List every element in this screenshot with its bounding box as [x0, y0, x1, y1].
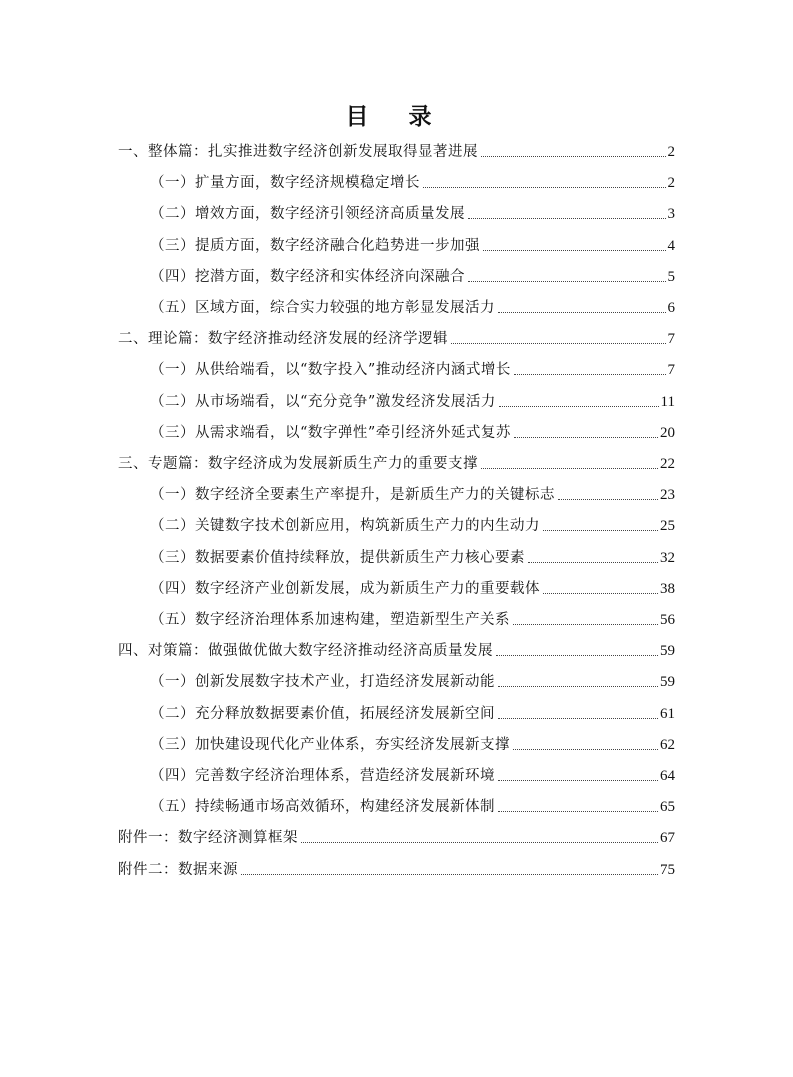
- toc-entry-title: 一、整体篇：扎实推进数字经济创新发展取得显著进展: [118, 144, 478, 160]
- toc-entry-title: （五）数字经济治理体系加速构建，塑造新型生产关系: [150, 612, 510, 628]
- toc-dot-leader: [451, 343, 666, 344]
- toc-entry-title: （三）提质方面，数字经济融合化趋势进一步加强: [150, 237, 480, 254]
- toc-dot-leader: [481, 156, 666, 157]
- toc-section-entry[interactable]: [150, 668, 675, 692]
- toc-entry-title: （二）关键数字技术创新应用，构筑新质生产力的内生动力: [150, 518, 540, 535]
- toc-dot-leader: [241, 874, 658, 875]
- toc-dot-leader: [499, 406, 659, 407]
- toc-section-entry[interactable]: [150, 512, 675, 536]
- toc-section-entry[interactable]: [150, 700, 675, 724]
- toc-dot-leader: [558, 499, 658, 500]
- toc-section-entry[interactable]: [150, 481, 675, 505]
- toc-dot-leader: [483, 250, 666, 251]
- toc-dot-leader: [498, 780, 658, 781]
- toc-dot-leader: [498, 686, 658, 687]
- toc-entry-title: （一）从供给端看，以“数字投入”推动经济内涵式增长: [150, 362, 511, 379]
- toc-page-number: 6: [667, 300, 675, 316]
- toc-entry-title: 附件一：数字经济测算框架: [118, 830, 298, 847]
- toc-dot-leader: [498, 811, 658, 812]
- toc-section-entry[interactable]: [150, 263, 675, 287]
- toc-dot-leader: [513, 749, 658, 750]
- toc-entry-title: （五）区域方面，综合实力较强的地方彰显发展活力: [150, 300, 495, 316]
- toc-page-number: 59: [660, 643, 675, 660]
- toc-entry-title: （二）从市场端看，以“充分竞争”激发经济发展活力: [150, 393, 496, 410]
- toc-entry-title: （一）扩量方面，数字经济规模稳定增长: [150, 175, 420, 192]
- toc-entry-title: 四、对策篇：做强做优做大数字经济推动经济高质量发展: [118, 643, 493, 660]
- toc-chapter-entry[interactable]: [118, 637, 675, 661]
- toc-section-entry[interactable]: [150, 793, 675, 817]
- toc-page-number: 64: [660, 768, 675, 784]
- toc-entry-title: （二）增效方面，数字经济引领经济高质量发展: [150, 206, 465, 223]
- toc-entry-title: （三）加快建设现代化产业体系，夯实经济发展新支撑: [150, 736, 510, 753]
- toc-chapter-entry[interactable]: [118, 325, 675, 349]
- toc-dot-leader: [513, 624, 658, 625]
- toc-page-number: 2: [667, 144, 675, 160]
- toc-section-entry[interactable]: [150, 169, 675, 193]
- toc-chapter-entry[interactable]: [118, 856, 675, 880]
- toc-section-entry[interactable]: [150, 731, 675, 755]
- toc-page-number: 65: [660, 799, 675, 816]
- toc-entry-title: （一）数字经济全要素生产率提升，是新质生产力的关键标志: [150, 487, 555, 504]
- toc-page-number: 7: [667, 362, 675, 379]
- toc-entry-title: （一）创新发展数字技术产业，打造经济发展新动能: [150, 674, 495, 691]
- toc-entry-title: （二）充分释放数据要素价值，拓展经济发展新空间: [150, 705, 495, 722]
- toc-entry-title: 三、专题篇：数字经济成为发展新质生产力的重要支撑: [118, 456, 478, 472]
- toc-section-entry[interactable]: [150, 762, 675, 786]
- page-title: 目 录: [345, 104, 448, 130]
- toc-page-number: 23: [660, 487, 675, 504]
- toc-entry-title: （三）从需求端看，以“数字弹性”牵引经济外延式复苏: [150, 424, 511, 441]
- toc-chapter-entry[interactable]: [118, 450, 675, 474]
- toc-dot-leader: [528, 562, 658, 563]
- toc-dot-leader: [481, 468, 658, 469]
- toc-chapter-entry[interactable]: [118, 824, 675, 848]
- toc-section-entry[interactable]: [150, 294, 675, 318]
- toc-section-entry[interactable]: [150, 606, 675, 630]
- toc-section-entry[interactable]: [150, 200, 675, 224]
- toc-section-entry[interactable]: [150, 356, 675, 380]
- toc-entry-title: （四）数字经济产业创新发展，成为新质生产力的重要载体: [150, 580, 540, 597]
- toc-section-entry[interactable]: [150, 575, 675, 599]
- toc-entry-title: （四）完善数字经济治理体系，营造经济发展新环境: [150, 768, 495, 784]
- toc-dot-leader: [514, 374, 666, 375]
- toc-entry-title: （四）挖潜方面，数字经济和实体经济向深融合: [150, 268, 465, 285]
- toc-page-number: 59: [660, 674, 675, 691]
- toc-section-entry[interactable]: [150, 232, 675, 256]
- toc-dot-leader: [496, 655, 658, 656]
- toc-page-number: 56: [660, 612, 675, 628]
- toc-dot-leader: [514, 437, 658, 438]
- toc-entry-title: （三）数据要素价值持续释放，提供新质生产力核心要素: [150, 549, 525, 566]
- toc-page-number: 67: [660, 830, 675, 847]
- toc-entry-title: 二、理论篇：数字经济推动经济发展的经济学逻辑: [118, 331, 448, 348]
- toc-page-number: 11: [660, 393, 675, 410]
- toc-page-number: 32: [660, 549, 675, 566]
- toc-section-entry[interactable]: [150, 544, 675, 568]
- toc-page-number: 2: [667, 175, 675, 192]
- toc-page-number: 75: [660, 861, 675, 878]
- toc-page-number: 7: [667, 331, 675, 348]
- toc-chapter-entry[interactable]: [118, 138, 675, 162]
- toc-dot-leader: [543, 593, 658, 594]
- toc-entry-title: （五）持续畅通市场高效循环，构建经济发展新体制: [150, 799, 495, 816]
- toc-dot-leader: [468, 281, 666, 282]
- toc-page-number: 20: [660, 424, 675, 441]
- toc-page-number: 5: [667, 268, 675, 285]
- toc-dot-leader: [543, 530, 658, 531]
- toc-dot-leader: [498, 718, 658, 719]
- toc-page-number: 25: [660, 518, 675, 535]
- toc-entry-title: 附件二：数据来源: [118, 861, 238, 878]
- toc-page-number: 38: [660, 580, 675, 597]
- toc-page-number: 4: [667, 237, 675, 254]
- toc-dot-leader: [498, 312, 666, 313]
- toc-page-number: 3: [667, 206, 675, 223]
- toc-dot-leader: [301, 842, 658, 843]
- toc-dot-leader: [468, 218, 666, 219]
- toc-page-number: 61: [660, 705, 675, 722]
- toc-section-entry[interactable]: [150, 419, 675, 443]
- toc-page-number: 62: [660, 736, 675, 753]
- toc-dot-leader: [423, 187, 666, 188]
- toc-section-entry[interactable]: [150, 388, 675, 412]
- toc-page-number: 22: [660, 456, 675, 472]
